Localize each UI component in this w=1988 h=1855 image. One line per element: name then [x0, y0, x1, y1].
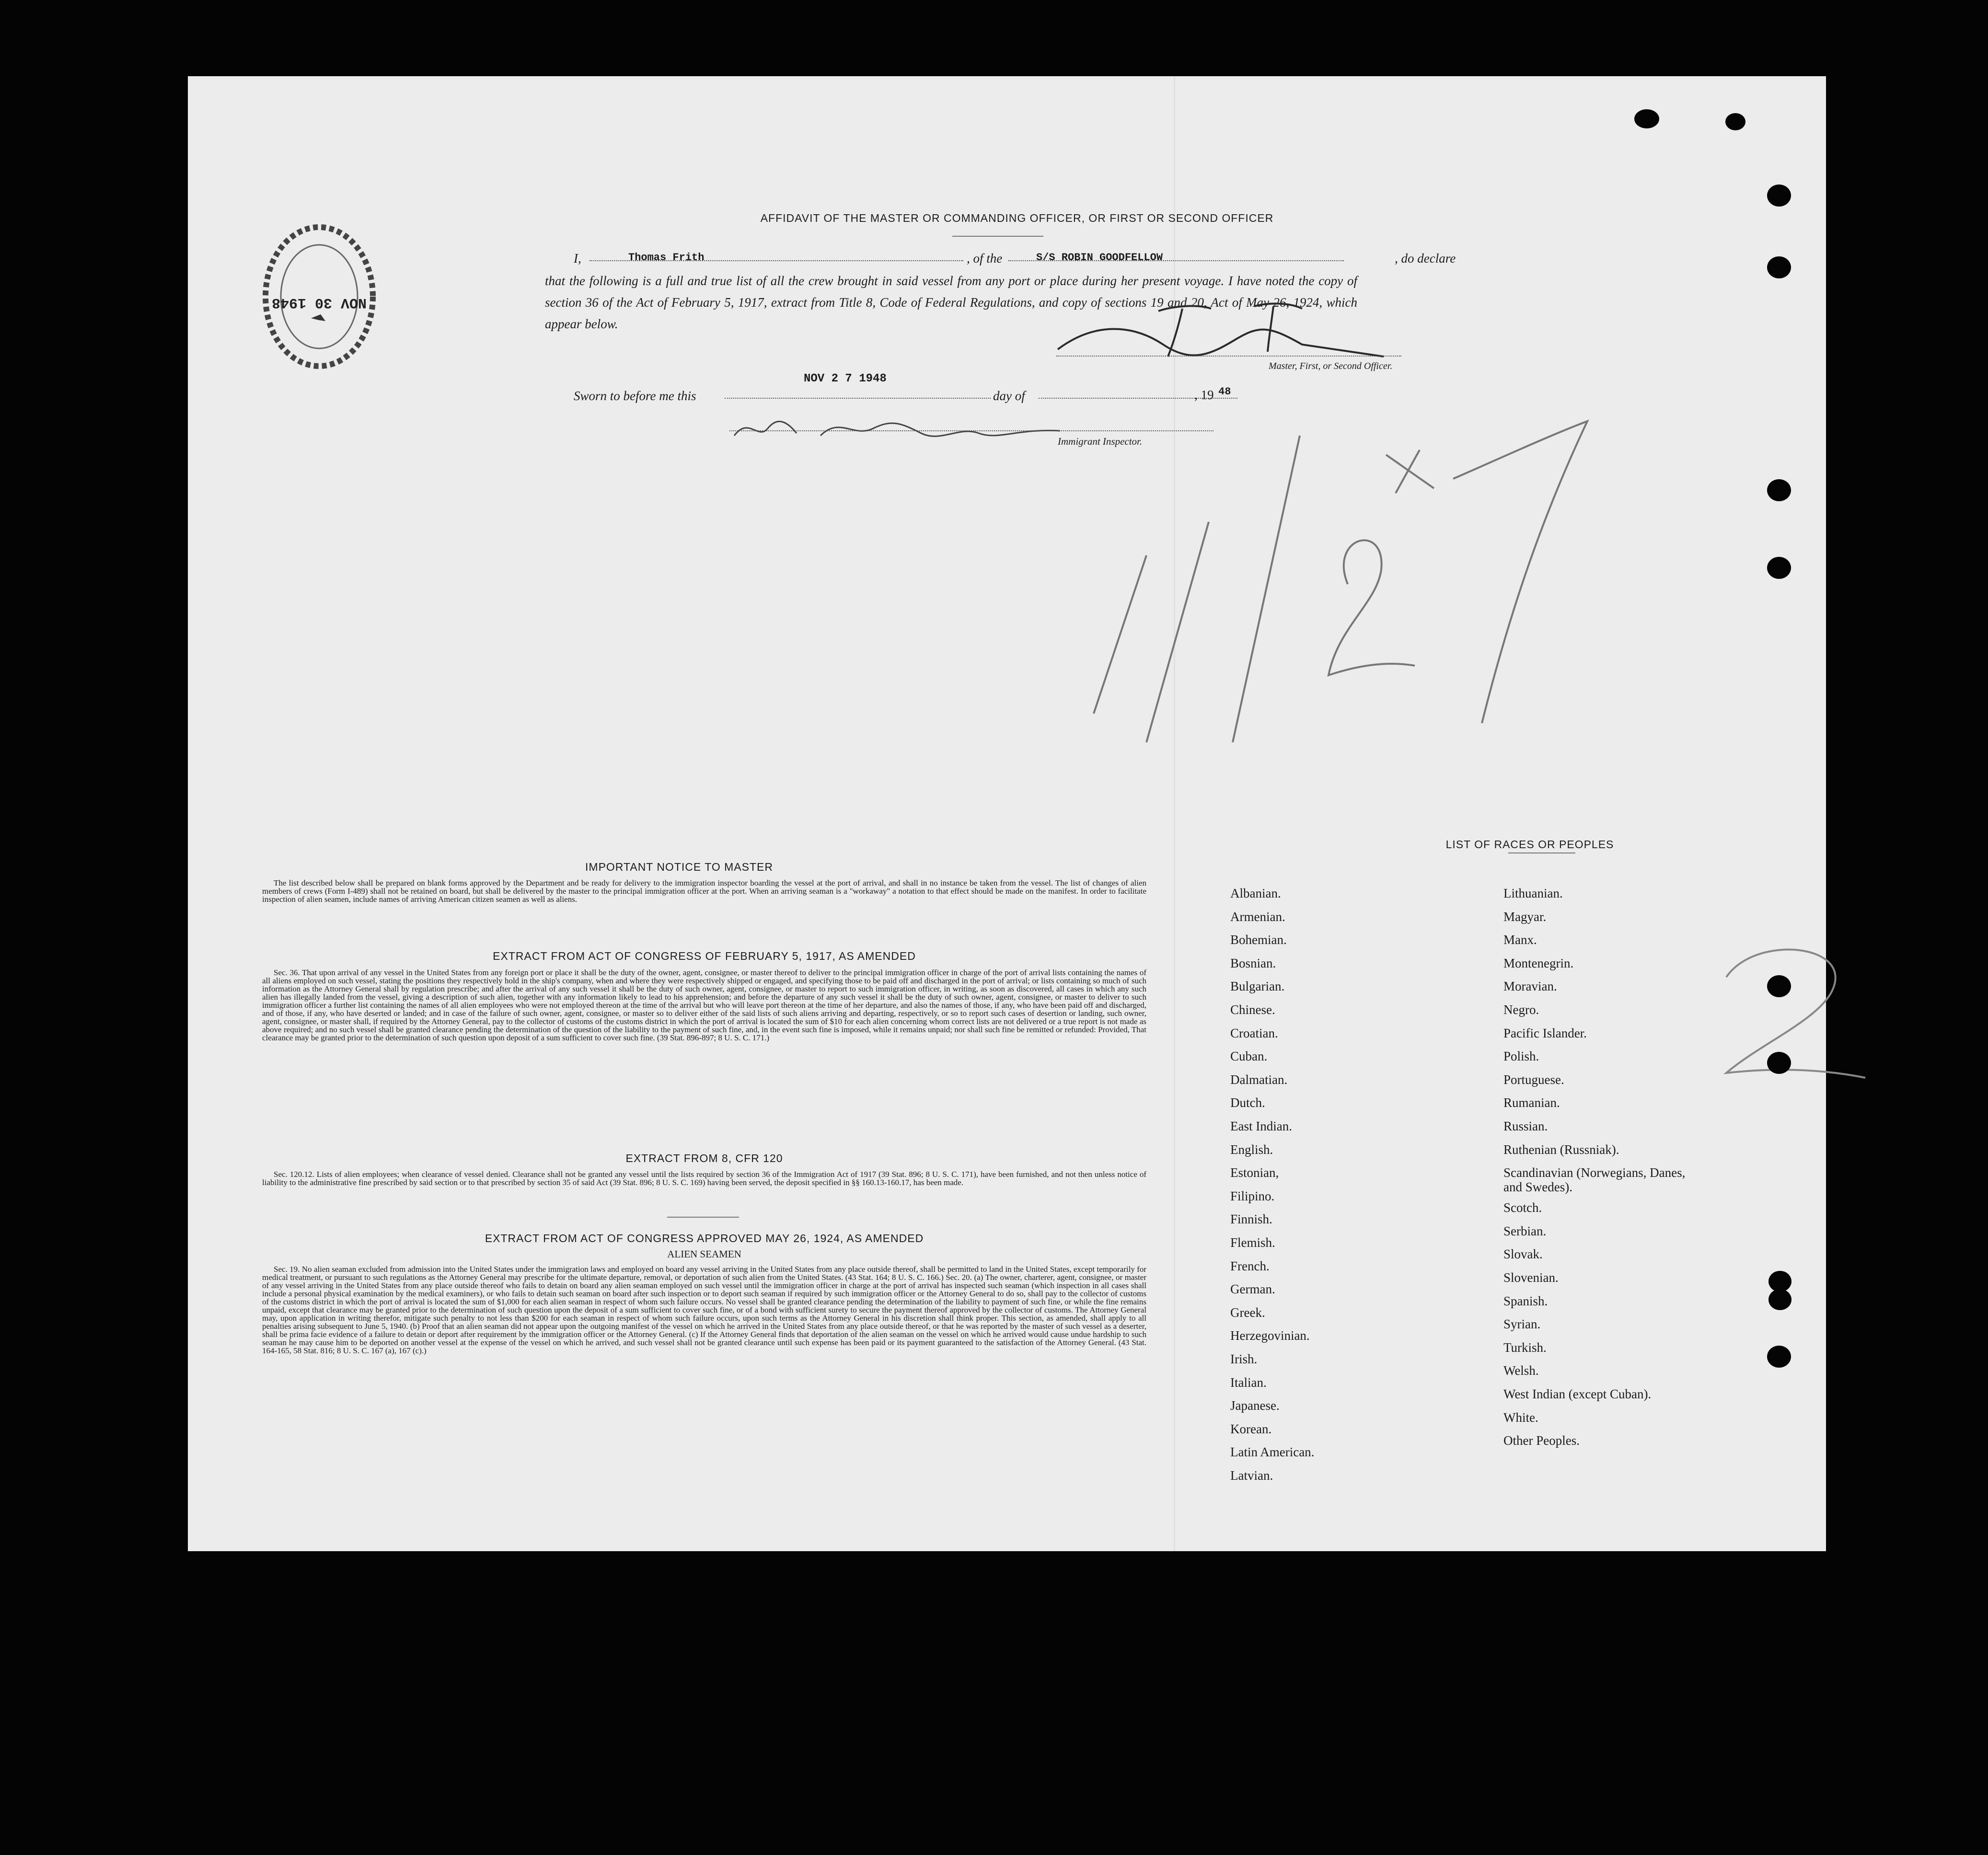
- race-item: Pacific Islander.: [1503, 1025, 1587, 1040]
- race-item: Scotch.: [1503, 1200, 1542, 1215]
- extract-1917-text: Sec. 36. That upon arrival of any vessel in the United States from any foreign port or place it shall be the duty of the owner, agent, consignee, or master thereof to deliver to the principal immigration officer in charge of the port of arrival lists containing the names of all aliens employed on such vessel, stating the positions they respectively hold in the ship's company, when and where they were respectively shipped or engaged, and specifying those to be paid off and discharged in the port of arrival; or lists containing so much of such information as the Attorney General shall by regulation prescribe; and after the arrival of any such vessel it shall be the duty of such owner, agent, consignee, or master to report to such immigration officer, in writing, as soon as discovered, all cases in which any such alien has illegally landed from the vessel, giving a description of such alien, together with any information likely to lead to his apprehension; and before the departure of any such vessel it shall be the duty of such owner, agent, consignee, or master to deliver to such immigration officer a further list containing the names of all alien employees who were not employed thereon at the time of the arrival but who will leave port thereon at the time of her departure, and also the names of those, if any, who have been paid off and discharged, and of those, if any, who have deserted or landed; and in case of the failure of such owner, agent, consignee, or master so to deliver either of the said lists of such aliens arriving and departing, respectively, or so to report such cases of desertion or landing, such owner, agent, consignee, or master shall, if required by the Attorney General, pay to the collector of customs of the customs district in which the port of arrival is located the sum of $10 for each alien concerning whom correct lists are not delivered or a true report is not made as above required; and no such vessel shall be granted clearance pending the determination of the question of the liability to the payment of such fine, and, in the event such fine is imposed, while it remains unpaid; nor shall such fine be remitted or refunded: Provided, That clearance may be granted prior to the determination of such question upon deposit of a sum sufficient to cover such fine. (39 Stat. 896-897; 8 U. S. C. 171.): [262, 968, 1146, 1042]
- notice-heading: IMPORTANT NOTICE TO MASTER: [585, 861, 773, 873]
- race-item: Portuguese.: [1503, 1072, 1564, 1087]
- race-item: Slovak.: [1503, 1247, 1543, 1262]
- punch-hole: [1767, 184, 1791, 207]
- race-item: Estonian,: [1230, 1165, 1279, 1180]
- punch-hole: [1767, 557, 1791, 579]
- race-item: Flemish.: [1230, 1235, 1275, 1250]
- document-page: [188, 76, 1826, 1551]
- race-item: East Indian.: [1230, 1119, 1292, 1133]
- declaration-text: that the following is a full and true list of all the crew brought in said vessel from any port or place during her present voyage. I have noted the copy of section 36 of the Act of February 5, 1917, extract from Title 8, Code of Federal Regulations, and copy of sections 19 and 20, Act of May 26, 1924, which appear below.: [545, 274, 1357, 331]
- race-item: Japanese.: [1230, 1398, 1280, 1413]
- race-item: Serbian.: [1503, 1223, 1547, 1238]
- extract-1924-heading: EXTRACT FROM ACT OF CONGRESS APPROVED MAY 26, 1924, AS AMENDED: [485, 1232, 924, 1244]
- punch-hole: [1767, 975, 1791, 997]
- race-item: Chinese.: [1230, 1002, 1275, 1017]
- day-of-label: day of: [993, 389, 1025, 403]
- race-item: Dalmatian.: [1230, 1072, 1288, 1087]
- race-item: Russian.: [1503, 1119, 1548, 1133]
- extract-1924-subheading: ALIEN SEAMEN: [667, 1248, 741, 1260]
- master-title-caption: Master, First, or Second Officer.: [1269, 361, 1393, 371]
- vessel-name: S/S ROBIN GOODFELLOW: [1036, 252, 1163, 264]
- race-item: Scandinavian (Norwegians, Danes, and Swedes).: [1503, 1165, 1686, 1195]
- race-item: Latvian.: [1230, 1468, 1273, 1483]
- race-item: Italian.: [1230, 1375, 1267, 1390]
- race-item: Magyar.: [1503, 909, 1547, 924]
- do-declare-label: , do declare: [1395, 251, 1456, 265]
- sworn-date-line: [725, 398, 991, 399]
- races-heading: LIST OF RACES OR PEOPLES: [1445, 838, 1614, 851]
- race-item: Spanish.: [1503, 1293, 1548, 1308]
- race-item: West Indian (except Cuban).: [1503, 1386, 1652, 1401]
- affidavit-title: AFFIDAVIT OF THE MASTER OR COMMANDING OFFICER, OR FIRST OR SECOND OFFICER: [760, 212, 1274, 224]
- inspection-stamp: [261, 222, 378, 371]
- punch-hole: [1767, 1346, 1791, 1368]
- race-item: Negro.: [1503, 1002, 1539, 1017]
- race-item: Dutch.: [1230, 1095, 1265, 1110]
- notice-text: The list described below shall be prepared on blank forms approved by the Department and be ready for delivery to the immigration inspector boarding the vessel at the port of arrival, and shall in no instance be taken from the vessel. The list of changes of alien members of crews (Form I-489) shall not be retained on board, but shall be delivered by the master to the principal immigration officer at the port. When an arriving seaman is a "workaway" a notation to that effect should be made on the manifest. In order to facilitate inspection of alien seamen, include names of arriving American citizen seamen as well as aliens.: [262, 878, 1146, 904]
- svg-text:NOV 30 1948: NOV 30 1948: [271, 294, 367, 311]
- punch-hole: [1768, 1289, 1792, 1310]
- race-item: Other Peoples.: [1503, 1433, 1580, 1448]
- race-item: Ruthenian (Russniak).: [1503, 1142, 1619, 1157]
- race-item: Turkish.: [1503, 1340, 1547, 1355]
- race-item: Latin American.: [1230, 1445, 1315, 1460]
- race-item: Albanian.: [1230, 886, 1281, 900]
- declaration-intro: I,: [574, 251, 581, 265]
- divider: [667, 1217, 739, 1218]
- inspector-signature: [729, 412, 1065, 445]
- year-value: 48: [1218, 386, 1231, 398]
- race-item: Lithuanian.: [1503, 886, 1563, 900]
- race-item: Finnish.: [1230, 1212, 1272, 1227]
- race-item: Armenian.: [1230, 909, 1285, 924]
- extract-1924-text: Sec. 19. No alien seaman excluded from admission into the United States under the immigration laws and employed on board any vessel arriving in the United States from any place outside thereof, shall be permitted to land in the United States, except temporarily for medical treatment, or pursuant to such regulations as the Attorney General may prescribe for the ultimate departure, removal, or deportation of such alien from the United States. (43 Stat. 164; 8 U. S. C. 166.) Sec. 20. (a) The owner, charterer, agent, consignee, or master of any vessel arriving in the United States from any place outside thereof who fails to detain on board any alien seaman employed on such vessel until the immigration officer in charge at the port of arrival has inspected such seaman (which inspection in all cases shall include a personal physical examination by the medical examiners), or who fails to detain such seaman on board after such inspection or to deport such seaman if required by such immigration officer or the Attorney General to do so, shall pay to the collector of customs of the customs district in which the port of arrival is located the sum of $1,000 for each alien seaman in respect of whom such failure occurs. No vessel shall be granted clearance pending the determination of the liability to payment of such fine, or while the fine remains unpaid, except that clearance may be granted prior to the determination of such question upon the deposit of a sum sufficient to cover such fine, or of a bond with sufficient surety to secure the payment thereof approved by the collector of customs. The Attorney General may, upon application in writing therefor, mitigate such penalty to not less than $200 for each seaman in respect of whom such failure occurs, upon such terms as the Attorney General in his discretion shall think proper. This section, as amended, shall apply to all penalties arising subsequent to June 5, 1940. (b) Proof that an alien seaman did not appear upon the outgoing manifest of the vessel on which he arrived in the United States from any place outside thereof, or that he was reported by the master of such vessel as a deserter, shall be prima facie evidence of a failure to detain or deport after requirement by the immigration officer or the Attorney General. (c) If the Attorney General finds that deportation of the alien seaman on the vessel on which he arrived would cause undue hardship to such seaman he may cause him to be deported on another vessel at the expense of the vessel on which he arrived, and such vessel shall not be granted clearance until such expense has been paid or its payment guaranteed to the satisfaction of the Attorney General. (43 Stat. 164-165, 58 Stat. 816; 8 U. S. C. 167 (a), 167 (c).): [262, 1265, 1146, 1355]
- race-item: Croatian.: [1230, 1025, 1278, 1040]
- race-item: French.: [1230, 1258, 1270, 1273]
- extract-cfr-heading: EXTRACT FROM 8, CFR 120: [625, 1152, 783, 1164]
- of-the-label: , of the: [967, 251, 1003, 265]
- pencil-number-2: [1712, 939, 1870, 1097]
- extract-cfr-text: Sec. 120.12. Lists of alien employees; when clearance of vessel denied. Clearance shall not be granted any vessel until the lists required by section 36 of the Immigration Act of 1917 (39 Stat. 896; 8 U. S. C. 171), have been furnished, and not then unless notice of liability to the administrative fine prescribed by said section or to that prescribed by section 35 of said Act (39 Stat. 896; 8 U. S. C. 169) having been served, the deposit specified in §§ 160.13-160.17, has been made.: [262, 1170, 1146, 1187]
- punch-hole: [1767, 256, 1791, 278]
- signature-line: [1056, 356, 1401, 357]
- inspector-caption: Immigrant Inspector.: [1058, 436, 1143, 447]
- divider: [952, 236, 1043, 237]
- race-item: English.: [1230, 1142, 1273, 1157]
- sworn-label: Sworn to before me this: [574, 389, 696, 403]
- race-item: German.: [1230, 1282, 1275, 1297]
- race-item: Bohemian.: [1230, 933, 1287, 947]
- race-item: Rumanian.: [1503, 1095, 1560, 1110]
- year-label: , 19: [1194, 388, 1214, 402]
- race-item: Bosnian.: [1230, 956, 1276, 970]
- punch-hole: [1634, 109, 1659, 128]
- race-item: Manx.: [1503, 933, 1537, 947]
- race-item: Montenegrin.: [1503, 956, 1574, 970]
- pencil-notation: [1089, 378, 1645, 771]
- race-item: Cuban.: [1230, 1049, 1268, 1064]
- master-name: Thomas Frith: [628, 252, 705, 264]
- sworn-date-stamp: NOV 2 7 1948: [804, 372, 887, 385]
- race-item: Irish.: [1230, 1352, 1258, 1366]
- race-item: Slovenian.: [1503, 1270, 1559, 1285]
- punch-hole: [1767, 479, 1791, 501]
- race-item: White.: [1503, 1410, 1538, 1425]
- race-item: Herzegovinian.: [1230, 1328, 1310, 1343]
- race-item: Filipino.: [1230, 1188, 1275, 1203]
- punch-hole: [1767, 1052, 1791, 1074]
- race-item: Syrian.: [1503, 1317, 1541, 1332]
- race-item: Polish.: [1503, 1049, 1539, 1064]
- race-item: Bulgarian.: [1230, 979, 1285, 994]
- race-item: Korean.: [1230, 1421, 1272, 1436]
- race-item: Moravian.: [1503, 979, 1557, 994]
- race-item: Greek.: [1230, 1305, 1265, 1320]
- punch-hole: [1725, 113, 1745, 130]
- race-item: Welsh.: [1503, 1363, 1539, 1378]
- extract-1917-heading: EXTRACT FROM ACT OF CONGRESS OF FEBRUARY 5, 1917, AS AMENDED: [493, 950, 916, 962]
